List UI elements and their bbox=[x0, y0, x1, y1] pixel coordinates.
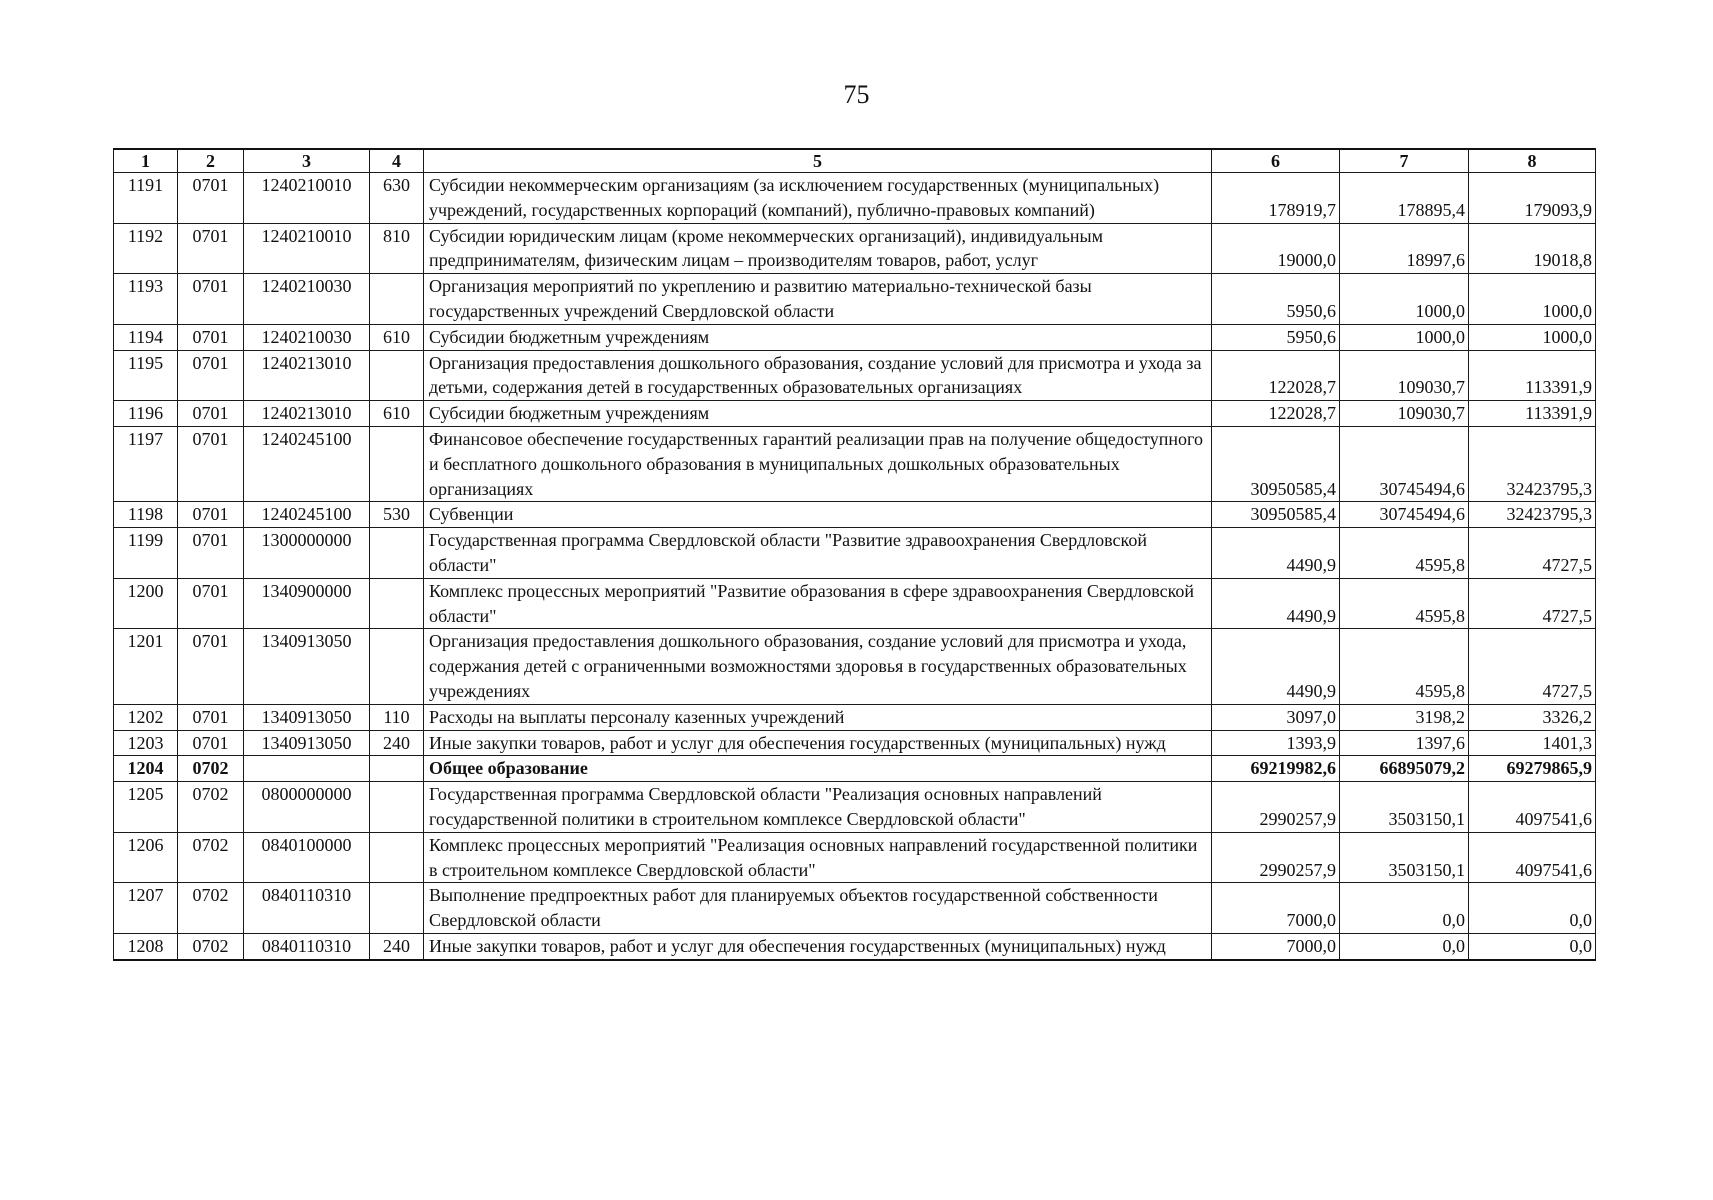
item-name-cell: Субсидии некоммерческим организациям (за исключением государственных (муниципальных) учреждений, государственных корпораций (компаний), публично-правовых компаний) bbox=[424, 173, 1212, 224]
header-col-8: 8 bbox=[1469, 149, 1596, 173]
amount-year2-cell: 0,0 bbox=[1340, 933, 1469, 959]
item-name-cell: Субсидии юридическим лицам (кроме некоммерческих организаций), индивидуальным предпринимателям, физическим лицам – производителям товаров, работ, услуг bbox=[424, 223, 1212, 274]
amount-year1-cell: 3097,0 bbox=[1212, 704, 1340, 730]
expense-type-cell bbox=[370, 274, 424, 325]
target-code-cell: 1240210030 bbox=[244, 274, 370, 325]
target-code-cell: 1340900000 bbox=[244, 578, 370, 629]
table-row bbox=[114, 324, 1596, 350]
table-row bbox=[114, 223, 1596, 274]
item-name-cell: Выполнение предпроектных работ для планируемых объектов государственной собственности Свердловской области bbox=[424, 883, 1212, 934]
section-code-cell: 0701 bbox=[178, 173, 244, 224]
item-name-cell: Комплекс процессных мероприятий "Реализация основных направлений государственной политики в строительном комплексе Свердловской области" bbox=[424, 832, 1212, 883]
target-code-cell: 0840100000 bbox=[244, 832, 370, 883]
item-name-cell: Организация предоставления дошкольного образования, создание условий для присмотра и ухода за детьми, содержания детей в государственных образовательных организациях bbox=[424, 350, 1212, 401]
amount-year1-cell: 122028,7 bbox=[1212, 350, 1340, 401]
table-row bbox=[114, 578, 1596, 629]
section-code-cell: 0701 bbox=[178, 223, 244, 274]
row-number-cell: 1198 bbox=[114, 502, 178, 528]
row-number-cell: 1200 bbox=[114, 578, 178, 629]
amount-year2-cell: 3503150,1 bbox=[1340, 782, 1469, 833]
header-col-4: 4 bbox=[370, 149, 424, 173]
target-code-cell: 1240210010 bbox=[244, 223, 370, 274]
amount-year3-cell: 1000,0 bbox=[1469, 324, 1596, 350]
amount-year3-cell: 179093,9 bbox=[1469, 173, 1596, 224]
row-number-cell: 1193 bbox=[114, 274, 178, 325]
table-row bbox=[114, 528, 1596, 579]
amount-year1-cell: 4490,9 bbox=[1212, 528, 1340, 579]
section-code-cell: 0701 bbox=[178, 502, 244, 528]
amount-year1-cell: 69219982,6 bbox=[1212, 756, 1340, 782]
row-number-cell: 1192 bbox=[114, 223, 178, 274]
header-col-6: 6 bbox=[1212, 149, 1340, 173]
row-number-cell: 1194 bbox=[114, 324, 178, 350]
section-code-cell: 0702 bbox=[178, 782, 244, 833]
section-code-cell: 0702 bbox=[178, 883, 244, 934]
table-row bbox=[114, 832, 1596, 883]
row-number-cell: 1202 bbox=[114, 704, 178, 730]
item-name-cell: Комплекс процессных мероприятий "Развитие образования в сфере здравоохранения Свердловской области" bbox=[424, 578, 1212, 629]
amount-year3-cell: 69279865,9 bbox=[1469, 756, 1596, 782]
target-code-cell: 1340913050 bbox=[244, 704, 370, 730]
amount-year2-cell: 1000,0 bbox=[1340, 324, 1469, 350]
expense-type-cell: 240 bbox=[370, 933, 424, 959]
amount-year3-cell: 4097541,6 bbox=[1469, 832, 1596, 883]
amount-year3-cell: 1401,3 bbox=[1469, 730, 1596, 756]
amount-year1-cell: 178919,7 bbox=[1212, 173, 1340, 224]
item-name-cell: Субвенции bbox=[424, 502, 1212, 528]
amount-year3-cell: 4727,5 bbox=[1469, 629, 1596, 704]
amount-year2-cell: 3198,2 bbox=[1340, 704, 1469, 730]
amount-year2-cell: 30745494,6 bbox=[1340, 426, 1469, 501]
amount-year1-cell: 2990257,9 bbox=[1212, 782, 1340, 833]
amount-year2-cell: 1397,6 bbox=[1340, 730, 1469, 756]
target-code-cell: 1240210010 bbox=[244, 173, 370, 224]
amount-year1-cell: 4490,9 bbox=[1212, 578, 1340, 629]
expense-type-cell bbox=[370, 782, 424, 833]
expense-type-cell bbox=[370, 883, 424, 934]
row-number-cell: 1196 bbox=[114, 401, 178, 427]
section-code-cell: 0701 bbox=[178, 401, 244, 427]
item-name-cell: Общее образование bbox=[424, 756, 1212, 782]
item-name-cell: Организация мероприятий по укреплению и развитию материально-технической базы государственных учреждений Свердловской области bbox=[424, 274, 1212, 325]
expense-type-cell: 530 bbox=[370, 502, 424, 528]
budget-table bbox=[113, 148, 1596, 961]
amount-year1-cell: 1393,9 bbox=[1212, 730, 1340, 756]
table-row bbox=[114, 756, 1596, 782]
section-code-cell: 0701 bbox=[178, 578, 244, 629]
target-code-cell: 1340913050 bbox=[244, 730, 370, 756]
expense-type-cell bbox=[370, 629, 424, 704]
amount-year3-cell: 4727,5 bbox=[1469, 528, 1596, 579]
expense-type-cell: 810 bbox=[370, 223, 424, 274]
amount-year2-cell: 4595,8 bbox=[1340, 578, 1469, 629]
expense-type-cell bbox=[370, 350, 424, 401]
section-code-cell: 0701 bbox=[178, 274, 244, 325]
target-code-cell: 1240210030 bbox=[244, 324, 370, 350]
section-code-cell: 0702 bbox=[178, 933, 244, 959]
page-number: 75 bbox=[843, 80, 870, 109]
amount-year1-cell: 5950,6 bbox=[1212, 274, 1340, 325]
amount-year3-cell: 3326,2 bbox=[1469, 704, 1596, 730]
expense-type-cell bbox=[370, 832, 424, 883]
expense-type-cell: 630 bbox=[370, 173, 424, 224]
target-code-cell: 1240245100 bbox=[244, 426, 370, 501]
table-row bbox=[114, 730, 1596, 756]
amount-year3-cell: 19018,8 bbox=[1469, 223, 1596, 274]
item-name-cell: Субсидии бюджетным учреждениям bbox=[424, 324, 1212, 350]
amount-year3-cell: 32423795,3 bbox=[1469, 502, 1596, 528]
amount-year3-cell: 1000,0 bbox=[1469, 274, 1596, 325]
amount-year2-cell: 18997,6 bbox=[1340, 223, 1469, 274]
item-name-cell: Субсидии бюджетным учреждениям bbox=[424, 401, 1212, 427]
amount-year1-cell: 5950,6 bbox=[1212, 324, 1340, 350]
target-code-cell: 1340913050 bbox=[244, 629, 370, 704]
target-code-cell: 0840110310 bbox=[244, 883, 370, 934]
amount-year2-cell: 4595,8 bbox=[1340, 629, 1469, 704]
expense-type-cell bbox=[370, 756, 424, 782]
expense-type-cell: 610 bbox=[370, 324, 424, 350]
header-col-5: 5 bbox=[424, 149, 1212, 173]
table-row bbox=[114, 401, 1596, 427]
expense-type-cell: 240 bbox=[370, 730, 424, 756]
row-number-cell: 1207 bbox=[114, 883, 178, 934]
table-row bbox=[114, 704, 1596, 730]
amount-year2-cell: 178895,4 bbox=[1340, 173, 1469, 224]
amount-year2-cell: 109030,7 bbox=[1340, 401, 1469, 427]
header-col-1: 1 bbox=[114, 149, 178, 173]
section-code-cell: 0701 bbox=[178, 350, 244, 401]
expense-type-cell bbox=[370, 578, 424, 629]
amount-year1-cell: 30950585,4 bbox=[1212, 426, 1340, 501]
row-number-cell: 1208 bbox=[114, 933, 178, 959]
item-name-cell: Государственная программа Свердловской области "Развитие здравоохранения Свердловской области" bbox=[424, 528, 1212, 579]
section-code-cell: 0701 bbox=[178, 324, 244, 350]
amount-year1-cell: 7000,0 bbox=[1212, 883, 1340, 934]
amount-year2-cell: 3503150,1 bbox=[1340, 832, 1469, 883]
target-code-cell: 1240213010 bbox=[244, 350, 370, 401]
expense-type-cell: 110 bbox=[370, 704, 424, 730]
section-code-cell: 0701 bbox=[178, 730, 244, 756]
item-name-cell: Иные закупки товаров, работ и услуг для обеспечения государственных (муниципальных) нужд bbox=[424, 933, 1212, 959]
amount-year2-cell: 1000,0 bbox=[1340, 274, 1469, 325]
amount-year3-cell: 113391,9 bbox=[1469, 350, 1596, 401]
amount-year3-cell: 0,0 bbox=[1469, 883, 1596, 934]
amount-year2-cell: 0,0 bbox=[1340, 883, 1469, 934]
section-code-cell: 0702 bbox=[178, 756, 244, 782]
amount-year3-cell: 113391,9 bbox=[1469, 401, 1596, 427]
expense-type-cell: 610 bbox=[370, 401, 424, 427]
section-code-cell: 0701 bbox=[178, 528, 244, 579]
target-code-cell: 1300000000 bbox=[244, 528, 370, 579]
item-name-cell: Иные закупки товаров, работ и услуг для обеспечения государственных (муниципальных) нужд bbox=[424, 730, 1212, 756]
expense-type-cell bbox=[370, 528, 424, 579]
amount-year2-cell: 30745494,6 bbox=[1340, 502, 1469, 528]
table-row bbox=[114, 173, 1596, 224]
table-row bbox=[114, 883, 1596, 934]
item-name-cell: Финансовое обеспечение государственных гарантий реализации прав на получение общедоступного и бесплатного дошкольного образования в муниципальных дошкольных образовательных организациях bbox=[424, 426, 1212, 501]
amount-year1-cell: 122028,7 bbox=[1212, 401, 1340, 427]
table-row bbox=[114, 274, 1596, 325]
amount-year2-cell: 109030,7 bbox=[1340, 350, 1469, 401]
item-name-cell: Организация предоставления дошкольного образования, создание условий для присмотра и ухода, содержания детей с ограниченными возможностями здоровья в государственных образовательных учреждениях bbox=[424, 629, 1212, 704]
target-code-cell bbox=[244, 756, 370, 782]
table-row bbox=[114, 502, 1596, 528]
table-row bbox=[114, 426, 1596, 501]
amount-year1-cell: 7000,0 bbox=[1212, 933, 1340, 959]
header-col-3: 3 bbox=[244, 149, 370, 173]
amount-year1-cell: 2990257,9 bbox=[1212, 832, 1340, 883]
target-code-cell: 1240213010 bbox=[244, 401, 370, 427]
target-code-cell: 0840110310 bbox=[244, 933, 370, 959]
item-name-cell: Государственная программа Свердловской области "Реализация основных направлений государственной политики в строительном комплексе Свердловской области" bbox=[424, 782, 1212, 833]
row-number-cell: 1191 bbox=[114, 173, 178, 224]
table-row bbox=[114, 350, 1596, 401]
table-row bbox=[114, 782, 1596, 833]
row-number-cell: 1203 bbox=[114, 730, 178, 756]
amount-year3-cell: 4727,5 bbox=[1469, 578, 1596, 629]
table-body bbox=[114, 173, 1596, 960]
section-code-cell: 0702 bbox=[178, 832, 244, 883]
amount-year2-cell: 4595,8 bbox=[1340, 528, 1469, 579]
amount-year1-cell: 4490,9 bbox=[1212, 629, 1340, 704]
amount-year3-cell: 32423795,3 bbox=[1469, 426, 1596, 501]
amount-year3-cell: 0,0 bbox=[1469, 933, 1596, 959]
section-code-cell: 0701 bbox=[178, 629, 244, 704]
expense-type-cell bbox=[370, 426, 424, 501]
section-code-cell: 0701 bbox=[178, 426, 244, 501]
target-code-cell: 1240245100 bbox=[244, 502, 370, 528]
header-row bbox=[114, 149, 1596, 173]
row-number-cell: 1199 bbox=[114, 528, 178, 579]
row-number-cell: 1205 bbox=[114, 782, 178, 833]
row-number-cell: 1204 bbox=[114, 756, 178, 782]
amount-year1-cell: 19000,0 bbox=[1212, 223, 1340, 274]
amount-year1-cell: 30950585,4 bbox=[1212, 502, 1340, 528]
table-row bbox=[114, 933, 1596, 959]
amount-year2-cell: 66895079,2 bbox=[1340, 756, 1469, 782]
amount-year3-cell: 4097541,6 bbox=[1469, 782, 1596, 833]
item-name-cell: Расходы на выплаты персоналу казенных учреждений bbox=[424, 704, 1212, 730]
header-col-7: 7 bbox=[1340, 149, 1469, 173]
row-number-cell: 1206 bbox=[114, 832, 178, 883]
header-col-2: 2 bbox=[178, 149, 244, 173]
target-code-cell: 0800000000 bbox=[244, 782, 370, 833]
section-code-cell: 0701 bbox=[178, 704, 244, 730]
table-row bbox=[114, 629, 1596, 704]
row-number-cell: 1197 bbox=[114, 426, 178, 501]
row-number-cell: 1201 bbox=[114, 629, 178, 704]
row-number-cell: 1195 bbox=[114, 350, 178, 401]
